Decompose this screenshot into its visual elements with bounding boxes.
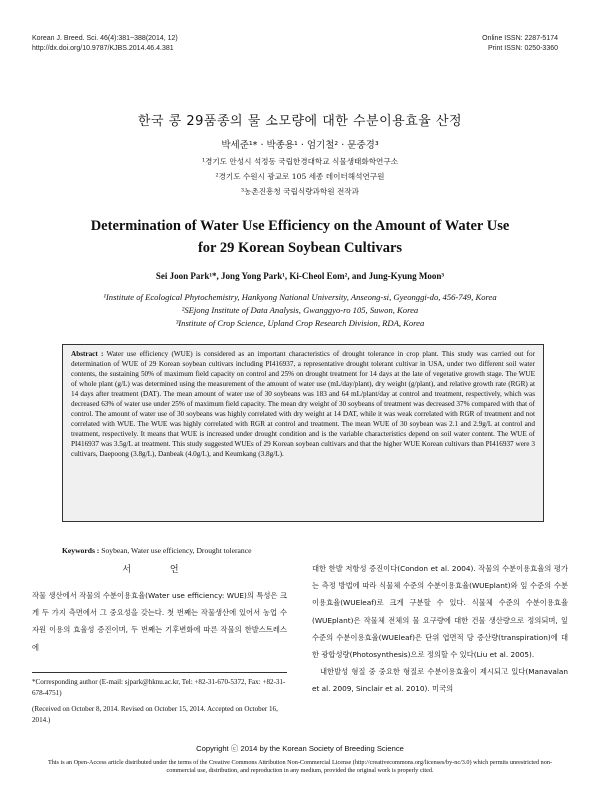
english-title-line-2: for 29 Korean Soybean Cultivars — [197, 240, 403, 256]
keywords — [62, 546, 542, 555]
keywords-label: Keywords : — [62, 546, 100, 555]
abstract-box — [62, 344, 544, 522]
korean-affiliation-1: ¹경기도 안성시 석정동 국립한경대학교 식물생태화학연구소 — [201, 157, 399, 166]
korean-title: 한국 콩 29품종의 물 소모량에 대한 수분이용효율 산정 — [137, 114, 463, 129]
english-affiliation-3: ³Institute of Crop Science, Upland Crop Research Division, RDA, Korea — [175, 318, 425, 328]
korean-authors: 박세준¹* · 박종용¹ · 엄기철² · 문중경³ — [221, 140, 379, 151]
corresponding-author: *Corresponding author (E-mail: sjpark@hknu.ac.kr, Tel: +82-31-670-5372, Fax: +82-31-678-4751) — [32, 678, 286, 697]
abstract-label: Abstract : — [71, 350, 104, 358]
intro-left-text: 작물 생산에서 작물의 수분이용효율(Water use efficiency: WUE)의 특성은 크게 두 가지 측면에서 그 중요성을 갖는다. 첫 번째는 작물생산에 있어서 농업 수자원 이용의 효율성 증진이며, 두 번째는 기후변화에 따른 작물의 한발스트레스에 — [32, 591, 287, 652]
english-title-line-1: Determination of Water Use Efficiency on the Amount of Water Use — [90, 218, 510, 234]
intro-heading: 서 언 — [122, 565, 197, 575]
doi-link[interactable]: http://dx.doi.org/10.9787/KJBS.2014.46.4.381 — [32, 45, 174, 52]
right-column — [312, 560, 568, 698]
korean-affiliation-2: ²경기도 수원시 광교로 105 세종 데이터해석연구원 — [215, 172, 385, 181]
keywords-text: Soybean, Water use efficiency, Drought tolerance — [101, 546, 252, 555]
journal-header — [32, 34, 178, 54]
english-affiliations — [0, 291, 600, 330]
english-affiliation-1: ¹Institute of Ecological Phytochemistry, Hankyong National University, Anseong-si, Gyeonggi-do, 456-749, Korea — [103, 292, 497, 302]
received-dates: (Received on October 8, 2014. Revised on October 15, 2014. Accepted on October 16, 2014.) — [32, 705, 278, 724]
print-issn: Print ISSN: 0250-3360 — [487, 45, 558, 52]
korean-affiliations — [0, 154, 600, 199]
license-text: This is an Open-Access article distributed under the terms of the Creative Commons Attribution Non-Commercial License (http://creativecommons.org/licenses/by-nc/3.0) which permits unrestricted non-commercial use, distribution, and reproduction in any medium, provided the original work is properly cited. — [47, 759, 553, 775]
intro-right-paragraph-2: 내한발성 형질 중 중요한 형질로 수분이용효율이 제시되고 있다(Manavalan et al. 2009, Sinclair et al. 2010). 미국의 — [312, 667, 568, 694]
issn-header — [482, 34, 558, 54]
english-title — [0, 215, 600, 259]
footnote — [32, 677, 290, 725]
english-authors: Sei Joon Park¹*, Jong Yong Park¹, Ki-Cheol Eom², and Jung-Kyung Moon³ — [155, 271, 445, 281]
footnote-divider — [32, 672, 287, 673]
copyright: Copyright ⓒ 2014 by the Korean Society of Breeding Science — [196, 744, 404, 753]
intro-right-paragraph-1: 대한 한발 저항성 증진이다(Condon et al. 2004). 작물의 수분이용효율의 평가는 측정 방법에 따라 식물체 수준의 수분이용효율(WUEplant)와 잎 수준의 수분이용효율(WUEleaf)로 크게 구분할 수 있다. 식물체 수준의 수분이용효율(WUEplant)은 작물체 전체의 물 요구량에 대한 건물 생산량으로 정의되며, 잎 수준의 수분이용효율(WUEleaf)은 단위 엽면적 당 증산량(transpiration)에 대한 광합성량(Photosynthesis)으로 정의할 수 있다(Liu et al. 2005). — [312, 564, 568, 660]
left-column — [32, 560, 287, 656]
korean-affiliation-3: ³농촌진흥청 국립식량과학원 전작과 — [241, 187, 359, 196]
journal-citation: Korean J. Breed. Sci. 46(4):381~388(2014, 12) — [32, 35, 178, 42]
online-issn: Online ISSN: 2287-5174 — [482, 35, 558, 42]
english-affiliation-2: ²SEjong Institute of Data Analysis, Gwanggyo-ro 105, Suwon, Korea — [181, 305, 419, 315]
abstract-text: Water use efficiency (WUE) is considered as an important characteristics of drought tolerance in crop plant. This study was carried out for determination of WUE of 29 Korean soybean cultivars including PI416937, a representative drought tolerant cultivar in USA, under two different soil water contents, the sustaining 50% of maximum field capacity on control and 25% on drought treatment for 14 days at the late of vegetative growth stage. The WUE of whole plant (g/L) was determined using the measurement of the amount of water use (mL/day/plant), dry weight (g/plant), and relative growth rate (RGR) at 14 days after treatment (DAT). The mean amount of water use of 30 soybeans was 183 and 64 mL/plant/day at control and treatment, respectively, which was decreased 63% of water use under 25% of maximum field capacity. The mean dry weight of 30 soybeans of treatment was decreased 37% compared with that of control. The amount of water use of 30 soybeans was highly correlated with dry weight at 14 DAT, while it was weak correlated with RGR of treatment and not correlated with WUE. The WUE was highly correlated with RGR at control and treatment. The mean WUE of 30 soybean was 2.1 and 2.9g/L at control and treatment, respectively. It means that WUE is increased under drought condition and is the variable characteristics depend on soil water content. The WUE of PI416937 was 3.5g/L at treatment. This study suggested WUEs of 29 Korean soybean cultivars and that the higher WUE Korean cultivars than PI416937 were 3 cultivars, Daepoong (3.8g/L), Danbeak (4.0g/L), and Keumkang (3.8g/L). — [71, 350, 536, 458]
